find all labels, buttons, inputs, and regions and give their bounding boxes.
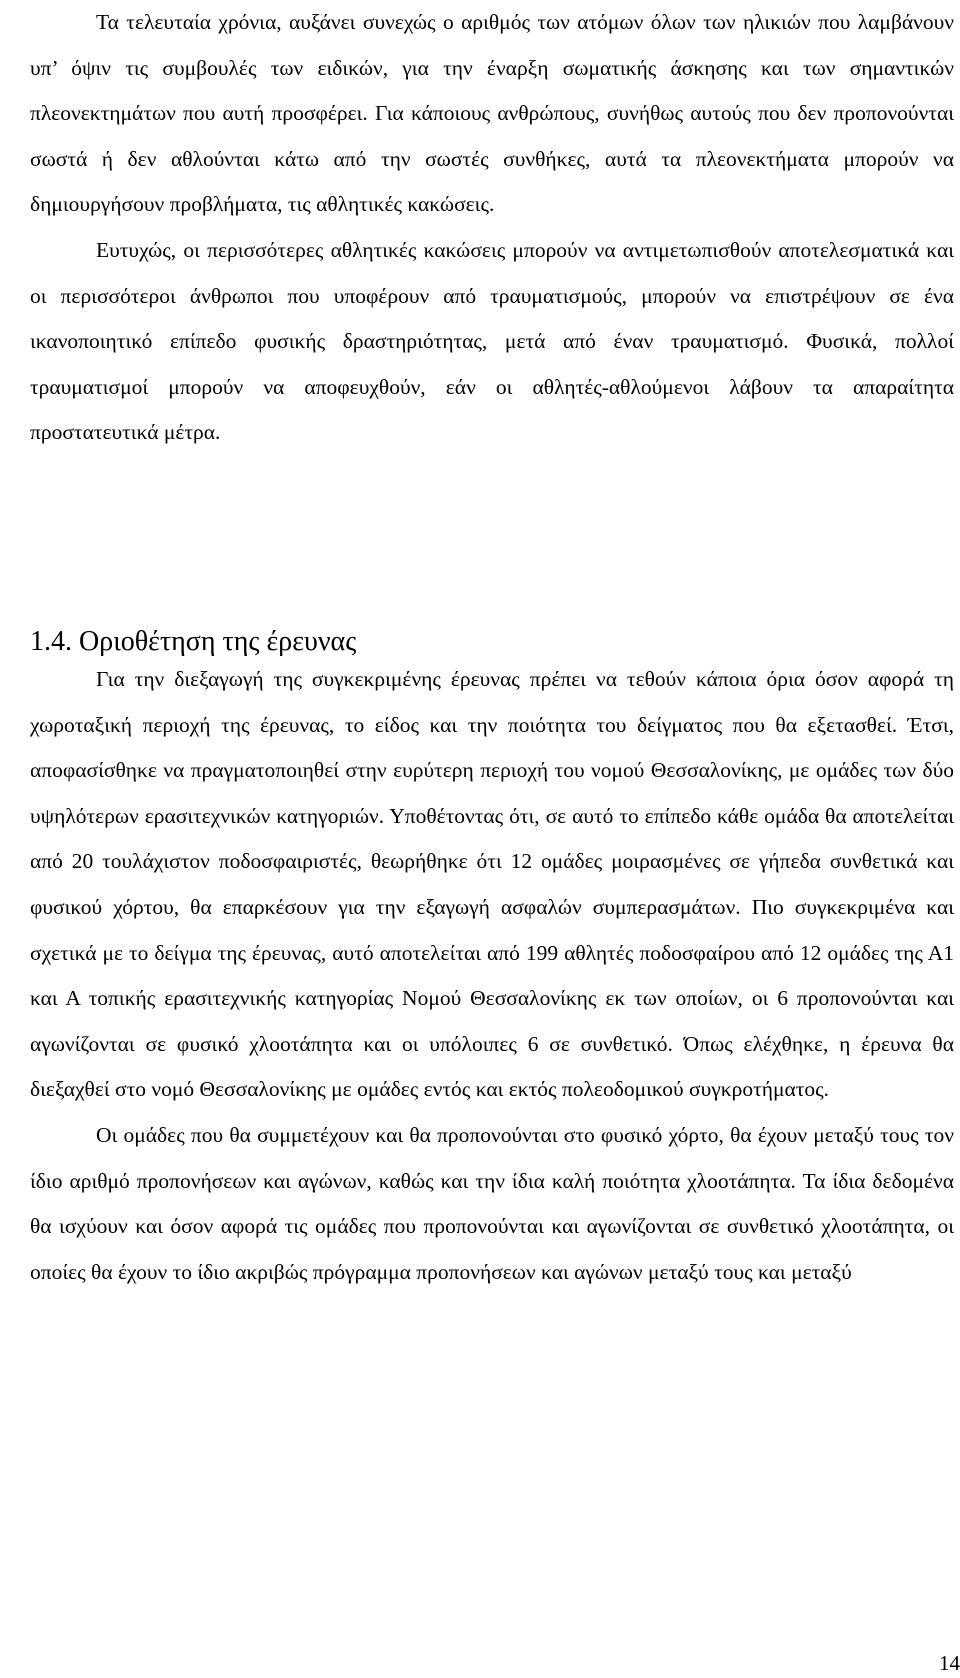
paragraph-intro-1: Τα τελευταία χρόνια, αυξάνει συνεχώς ο αριθμός των ατόμων όλων των ηλικιών που λαμβάνουν υπ’ όψιν τις συμβουλές των ειδικών, για την έναρξη σωματικής άσκησης και των σημαντικών πλεονεκτημάτων που αυτή προσφέρει. Για κάποιους ανθρώπους, συνήθως αυτούς που δεν προπονούνται σωστά ή δεν αθλούνται κάτω από την σωστές συνθήκες, αυτά τα πλεονεκτήματα μπορούν να δημιουργήσουν προβλήματα, τις αθλητικές κακώσεις. <box>30 10 954 217</box>
paragraph-section-2: Οι ομάδες που θα συμμετέχουν και θα προπονούνται στο φυσικό χόρτο, θα έχουν μεταξύ τους τον ίδιο αριθμό προπονήσεων και αγώνων, καθώς και την ίδια καλή ποιότητα χλοοτάπητα. Τα ίδια δεδομένα θα ισχύουν και όσον αφορά τις ομάδες που προπονούνται και αγωνίζονται σε συνθετικό χλοοτάπητα, οι οποίες θα έχουν το ίδιο ακριβώς πρόγραμμα προπονήσεων και αγώνων μεταξύ τους και μεταξύ <box>30 1122 954 1284</box>
paragraph-section-1: Για την διεξαγωγή της συγκεκριμένης έρευνας πρέπει να τεθούν κάποια όρια όσον αφορά τη χωροταξική περιοχή της έρευνας, το είδος και την ποιότητα του δείγματος που θα εξετασθεί. Έτσι, αποφασίσθηκε να πραγματοποιηθεί στην ευρύτερη περιοχή του νομού Θεσσαλονίκης, με ομάδες των δύο υψηλότερων ερασιτεχνικών κατηγοριών. Υποθέτοντας ότι, σε αυτό το επίπεδο κάθε ομάδα θα αποτελείται από 20 τουλάχιστον ποδοσφαιριστές, θεωρήθηκε ότι 12 ομάδες μοιρασμένες σε γήπεδα συνθετικά και φυσικού χόρτου, θα επαρκέσουν για την εξαγωγή ασφαλών συμπερασμάτων. Πιο συγκεκριμένα και σχετικά με το δείγμα της έρευνας, αυτό αποτελείται από 199 αθλητές ποδοσφαίρου από 12 ομάδες της Α1 και Α τοπικής ερασιτεχνικής κατηγορίας Νομού Θεσσαλονίκης εκ των οποίων, οι 6 προπονούνται και αγωνίζονται σε φυσικό χλοοτάπητα και οι υπόλοιπες 6 σε συνθετικό. Όπως ελέχθηκε, η έρευνα θα διεξαχθεί στο νομό Θεσσαλονίκης με ομάδες εντός και εκτός πολεοδομικού συγκροτήματος. <box>30 667 954 1102</box>
section-heading: 1.4. Οριοθέτηση της έρευνας <box>30 626 357 657</box>
page-number: 14 <box>939 1651 960 1675</box>
paragraph-intro-2: Ευτυχώς, οι περισσότερες αθλητικές κακώσεις μπορούν να αντιμετωπισθούν αποτελεσματικά και οι περισσότεροι άνθρωποι που υποφέρουν από τραυματισμούς, μπορούν να επιστρέψουν σε ένα ικανοποιητικό επίπεδο φυσικής δραστηριότητας, μετά από έναν τραυματισμό. Φυσικά, πολλοί τραυματισμοί μπορούν να αποφευχθούν, εάν οι αθλητές-αθλούμενοι λάβουν τα απαραίτητα προστατευτικά μέτρα. <box>30 237 954 445</box>
intro-text <box>30 0 954 456</box>
section-text <box>30 657 954 1295</box>
